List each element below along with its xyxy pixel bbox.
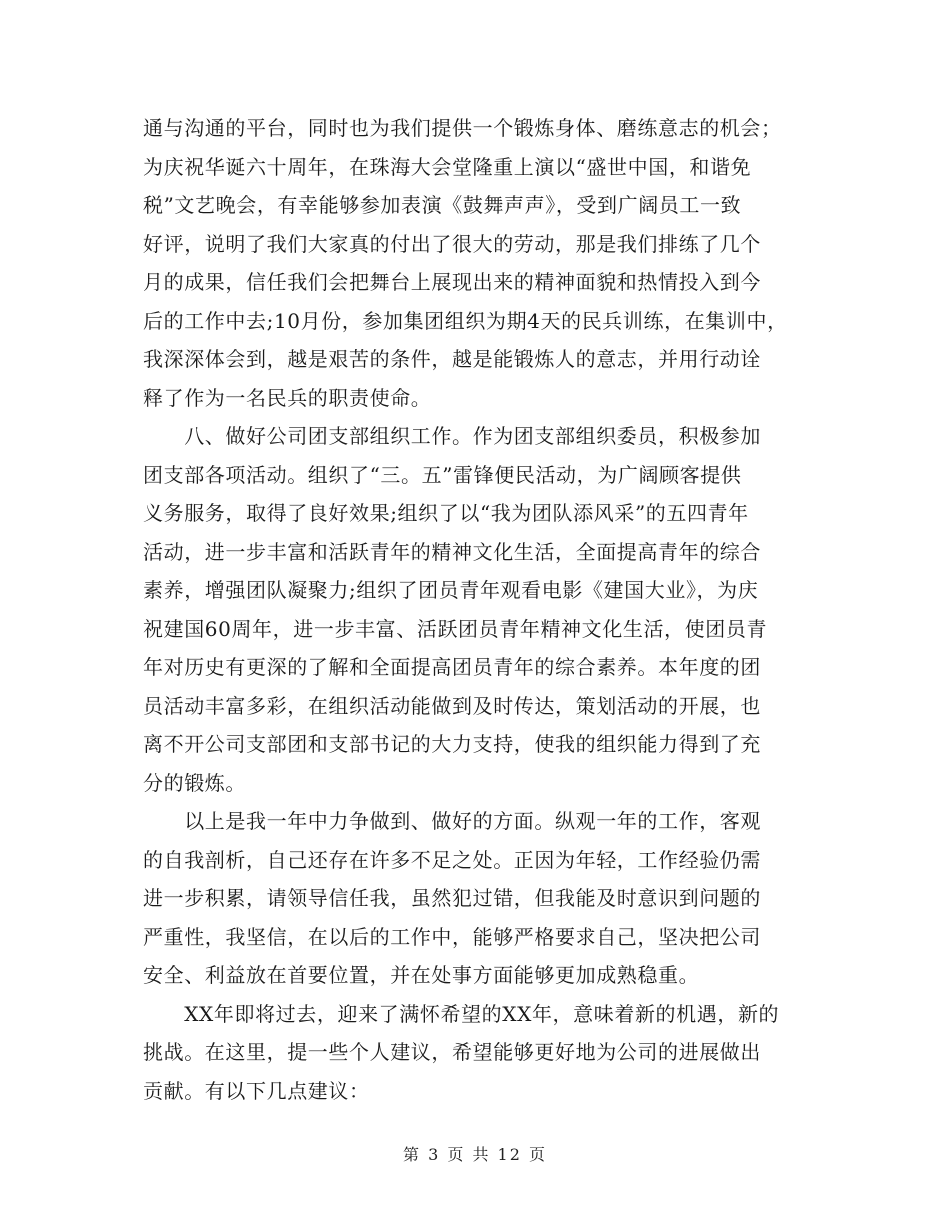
text-line: 贡献。有以下几点建议： <box>143 1078 370 1103</box>
text-line: 离不开公司支部团和支部书记的大力支持，使我的组织能力得到了充 <box>143 732 761 756</box>
text-line: 的自我剖析，自己还存在许多不足之处。正因为年轻，工作经验仍需 <box>143 847 761 872</box>
text-line: 挑战。在这里，提一些个人建议，希望能够更好地为公司的进展做出 <box>143 1040 761 1064</box>
text-line: 分的锻炼。 <box>143 770 246 795</box>
page-footer <box>0 1142 950 1165</box>
document-body <box>143 109 823 1110</box>
text-line: 祝建国60周年，进一步丰富、活跃团员青年精神文化生活，使团员青 <box>143 616 768 641</box>
text-line: 税”文艺晚会，有幸能够参加表演《鼓舞声声》，受到广阔员工一致 <box>143 193 742 217</box>
text-line: 年对历史有更深的了解和全面提高团员青年的综合素养。本年度的团 <box>143 655 761 679</box>
text-line: 月的成果，信任我们会把舞台上展现出来的精神面貌和热情投入到今 <box>143 270 761 294</box>
text-line: 释了作为一名民兵的职责使命。 <box>143 385 432 410</box>
text-line: 我深深体会到，越是艰苦的条件，越是能锻炼人的意志，并用行动诠 <box>143 347 761 371</box>
text-line: 素养，增强团队凝聚力;组织了团员青年观看电影《建国大业》，为庆 <box>143 578 759 602</box>
text-line: 活动，进一步丰富和活跃青年的精神文化生活，全面提高青年的综合 <box>143 539 761 564</box>
text-line: XX年即将过去，迎来了满怀希望的XX年，意味着新的机遇，新的 <box>143 1001 780 1026</box>
text-line: 后的工作中去;10月份，参加集团组织为期4天的民兵训练，在集训中， <box>143 308 788 333</box>
text-line: 严重性，我坚信，在以后的工作中，能够严格要求自己，坚决把公司 <box>143 924 761 949</box>
text-line: 进一步积累，请领导信任我，虽然犯过错，但我能及时意识到问题的 <box>143 886 761 910</box>
text-line: 好评，说明了我们大家真的付出了很大的劳动，那是我们排练了几个 <box>143 231 761 256</box>
text-line: 为庆祝华诞六十周年，在珠海大会堂隆重上演以“盛世中国，和谐免 <box>143 154 752 179</box>
text-line: 八、做好公司团支部组织工作。作为团支部组织委员，积极参加 <box>143 424 761 448</box>
text-line: 安全、利益放在首要位置，并在处事方面能够更加成熟稳重。 <box>143 963 700 987</box>
text-line: 员活动丰富多彩，在组织活动能做到及时传达，策划活动的开展，也 <box>143 693 761 718</box>
text-line: 通与沟通的平台，同时也为我们提供一个锻炼身体、磨练意志的机会； <box>143 116 782 140</box>
text-line: 义务服务，取得了良好效果;组织了以“我为团队添风采”的五四青年 <box>143 501 749 525</box>
text-line: 以上是我一年中力争做到、做好的方面。纵观一年的工作，客观 <box>143 809 761 833</box>
text-line: 团支部各项活动。组织了“三。五”雷锋便民活动，为广阔顾客提供 <box>143 462 742 487</box>
page-number: 第 3 页 共 12 页 <box>403 1145 547 1164</box>
